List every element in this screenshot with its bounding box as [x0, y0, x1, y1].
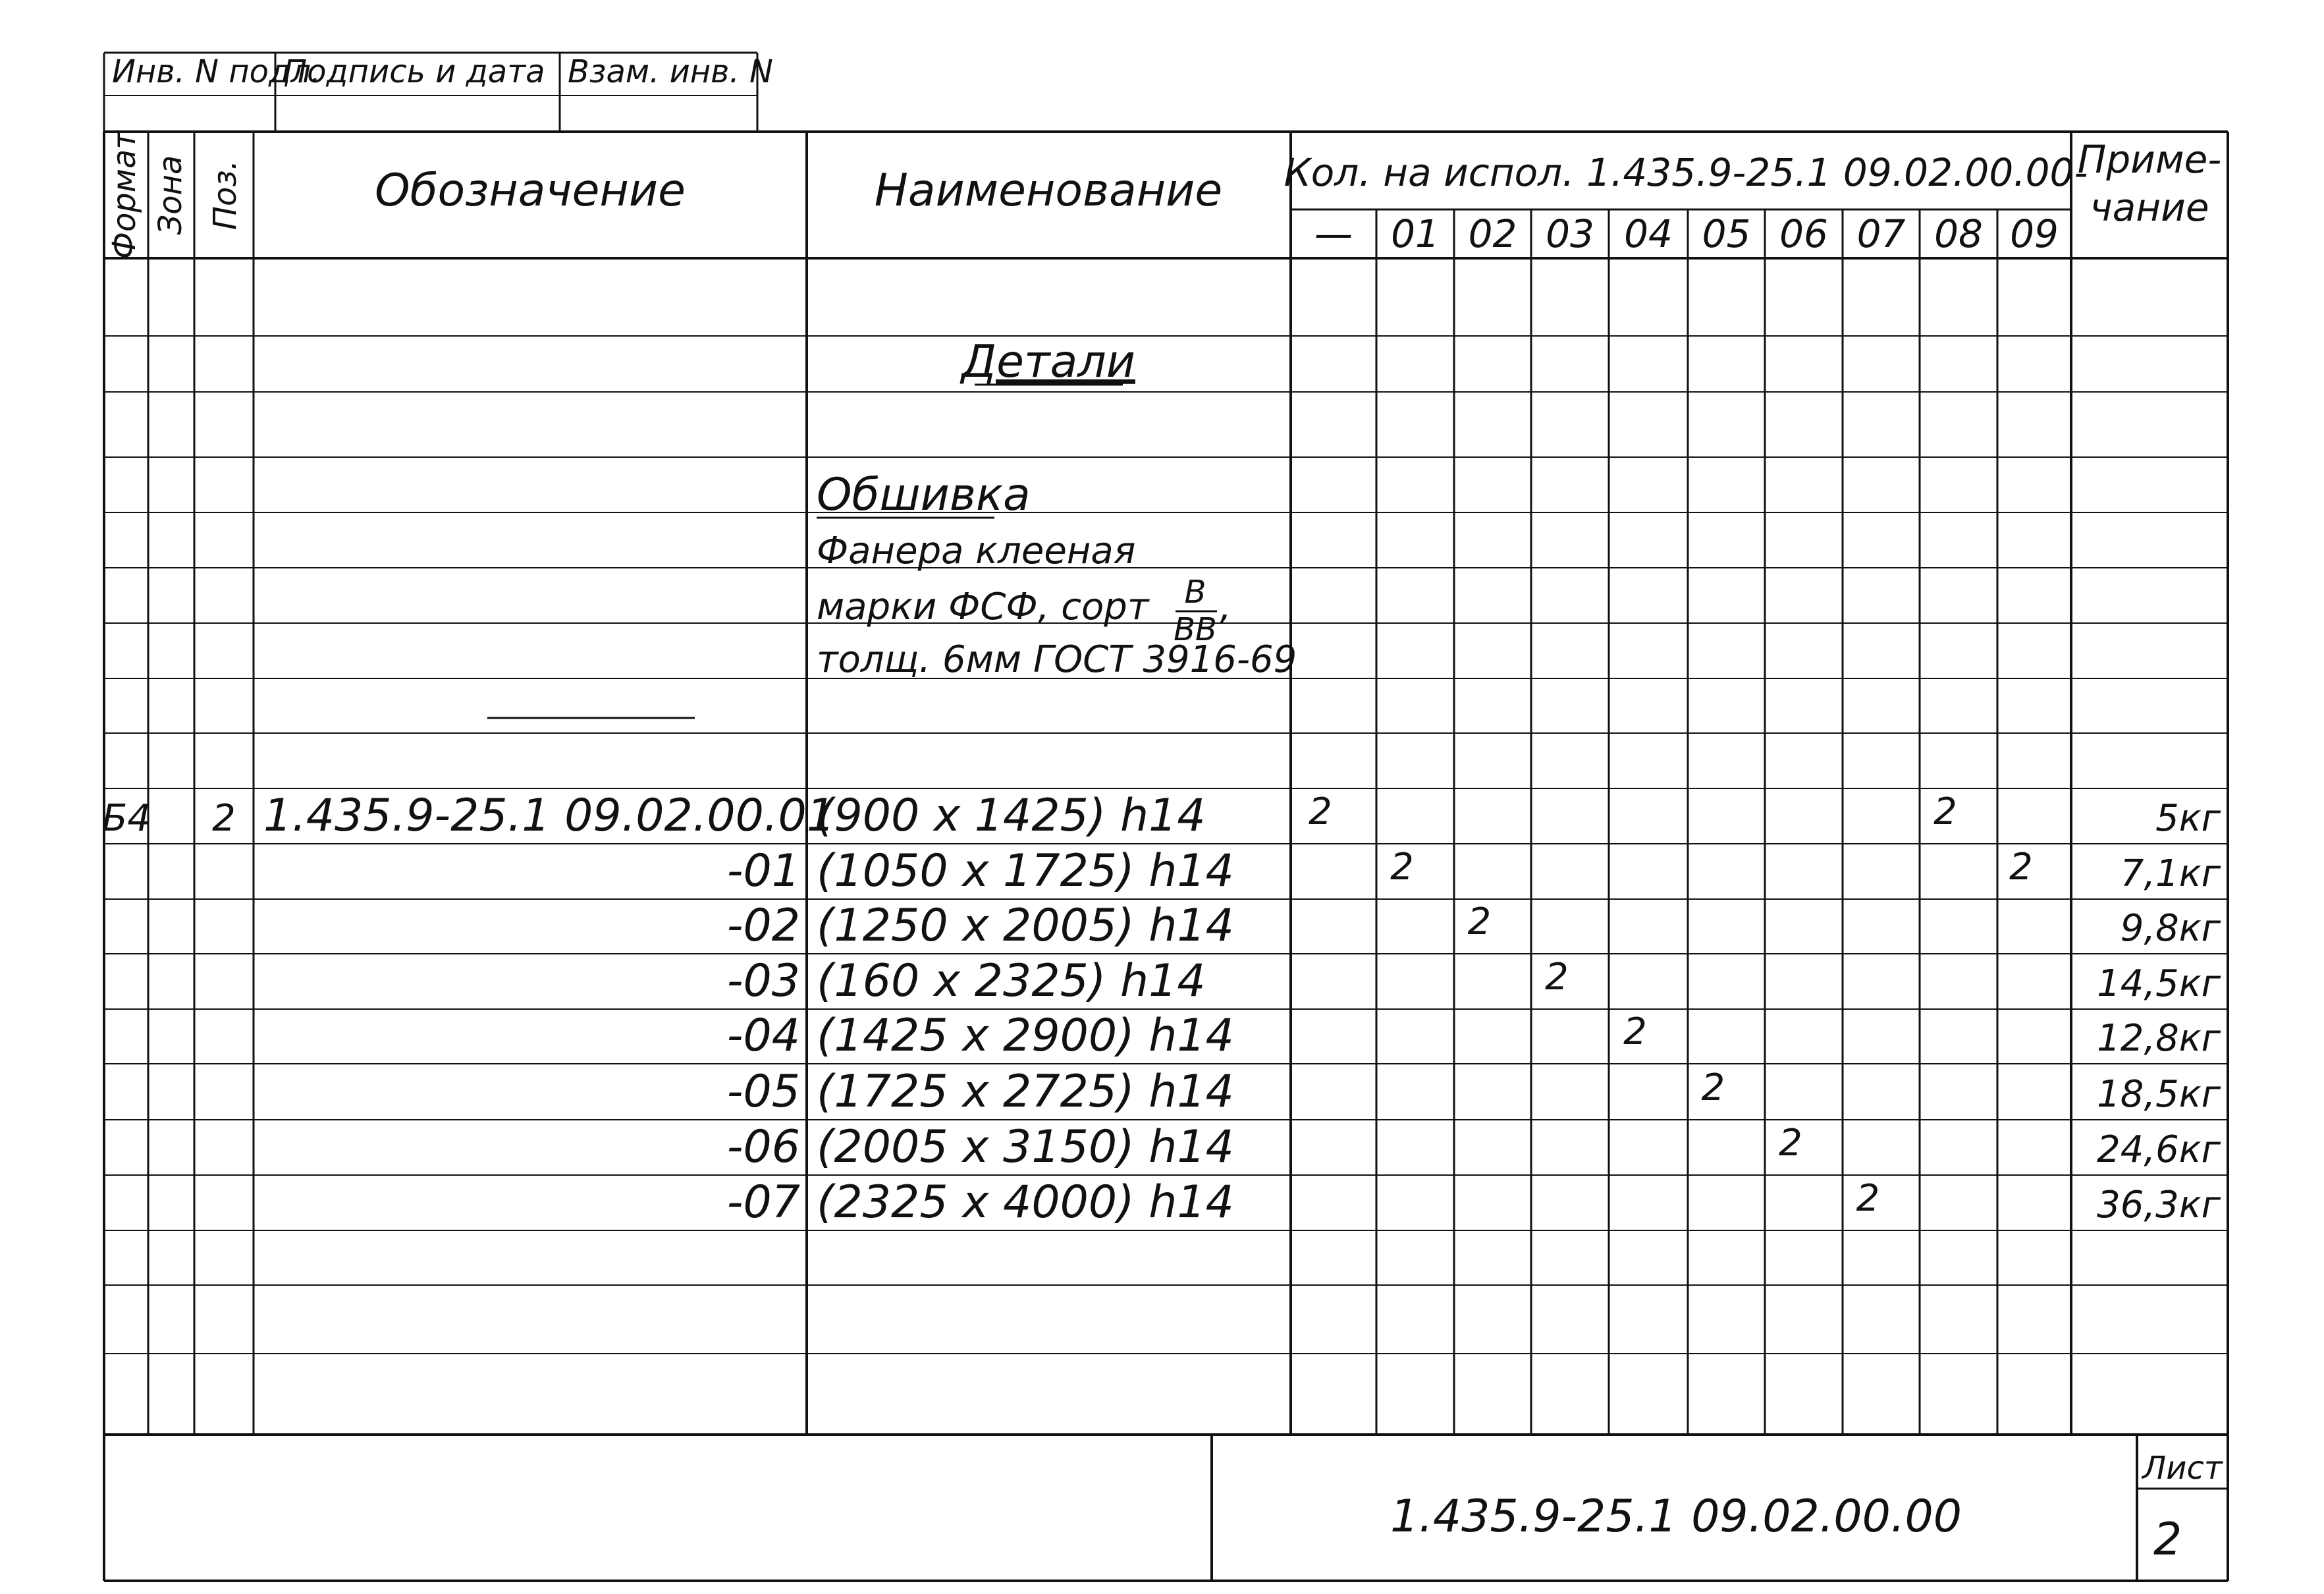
header-kol-label: Кол. на испол. 1.435.9-25.1 09.02.00.00-: [1284, 150, 2088, 195]
description-line-3-suffix: ,: [1220, 586, 1231, 628]
row-name-2: (1250 x 2005) h14: [817, 900, 1234, 952]
header-variant-07: 07: [1856, 211, 1906, 256]
header-oboznachenie-label: Обозначение: [375, 165, 686, 217]
header-variant-08: 08: [1934, 211, 1983, 256]
row-note-6: 24,6кг: [2097, 1128, 2221, 1171]
section-title-detali: Детали: [961, 336, 1135, 388]
row-name-4: (1425 x 2900) h14: [817, 1010, 1234, 1062]
description-fraction-numerator: В: [1184, 574, 1206, 611]
row-qty-2-col-2: 2: [1467, 900, 1492, 943]
header-primechanie-label-2: чание: [2090, 185, 2209, 230]
row-qty-1-col-1: 2: [1390, 846, 1414, 889]
stamp-vzam-inv-label: Взам. инв. N: [568, 53, 773, 90]
description-line-1: Обшивка: [817, 469, 1031, 521]
header-variant-06: 06: [1779, 211, 1828, 256]
row-note-4: 12,8кг: [2097, 1017, 2221, 1060]
row-qty-0-col-0: 2: [1309, 790, 1332, 833]
row-note-2: 9,8кг: [2120, 907, 2221, 950]
row-designation-5: -05: [726, 1066, 800, 1118]
row-qty-0-col-8: 2: [1933, 790, 1957, 833]
row-name-7: (2325 x 4000) h14: [817, 1176, 1234, 1228]
footer-list-label: Лист: [2142, 1450, 2223, 1487]
description-line-2: Фанера клееная: [817, 530, 1136, 572]
footer-list-number: 2: [2153, 1514, 2182, 1566]
header-variant-09: 09: [2010, 211, 2059, 256]
row-designation-2: -02: [726, 900, 800, 952]
description-line-3-prefix: марки ФСФ, сорт: [817, 586, 1149, 628]
row-note-5: 18,5кг: [2097, 1073, 2221, 1116]
header-primechanie-label-1: Приме-: [2077, 137, 2222, 182]
row-qty-7-col-7: 2: [1856, 1177, 1880, 1220]
row-name-1: (1050 x 1725) h14: [817, 845, 1234, 897]
row-poz-0: 2: [212, 797, 236, 840]
row-name-6: (2005 x 3150) h14: [817, 1121, 1234, 1173]
header-zona-label: Зона: [152, 155, 189, 235]
row-qty-5-col-5: 2: [1701, 1066, 1725, 1109]
row-name-3: (160 x 2325) h14: [817, 955, 1206, 1007]
header-variant-02: 02: [1468, 211, 1517, 256]
header-variant-base: —: [1314, 211, 1353, 256]
description-fraction-denominator: ВВ: [1174, 611, 1217, 648]
header-poz-label: Поз.: [207, 159, 244, 231]
stamp-podpis-data-label: Подпись и дата: [283, 53, 545, 90]
row-designation-3: -03: [726, 955, 800, 1007]
row-designation-0: 1.435.9-25.1 09.02.00.01: [263, 790, 836, 842]
header-format-label: Формат: [106, 130, 143, 260]
header-variant-01: 01: [1391, 211, 1440, 256]
stamp-inv-podl-label: Инв. N подл.: [112, 53, 321, 90]
row-qty-6-col-6: 2: [1779, 1122, 1802, 1165]
row-name-5: (1725 x 2725) h14: [817, 1066, 1234, 1118]
row-qty-4-col-4: 2: [1623, 1010, 1647, 1053]
row-designation-6: -06: [726, 1121, 800, 1173]
row-note-7: 36,3кг: [2097, 1184, 2221, 1226]
header-variant-05: 05: [1702, 211, 1751, 256]
footer-doc-number: 1.435.9-25.1 09.02.00.00: [1390, 1491, 1962, 1543]
row-format-0: Б4: [101, 797, 151, 840]
row-designation-4: -04: [726, 1010, 800, 1062]
row-qty-3-col-3: 2: [1545, 956, 1569, 999]
row-designation-7: -07: [726, 1176, 800, 1228]
header-variant-04: 04: [1624, 211, 1673, 256]
row-designation-1: -01: [726, 845, 800, 897]
row-note-1: 7,1кг: [2120, 852, 2221, 895]
row-note-0: 5кг: [2155, 797, 2221, 840]
row-note-3: 14,5кг: [2097, 962, 2221, 1005]
row-name-0: (900 x 1425) h14: [817, 790, 1206, 842]
header-naimenovanie-label: Наименование: [874, 165, 1223, 217]
description-line-4: толщ. 6мм ГОСТ 3916-69: [817, 638, 1297, 681]
row-qty-1-col-9: 2: [2009, 846, 2033, 889]
header-variant-03: 03: [1546, 211, 1594, 256]
